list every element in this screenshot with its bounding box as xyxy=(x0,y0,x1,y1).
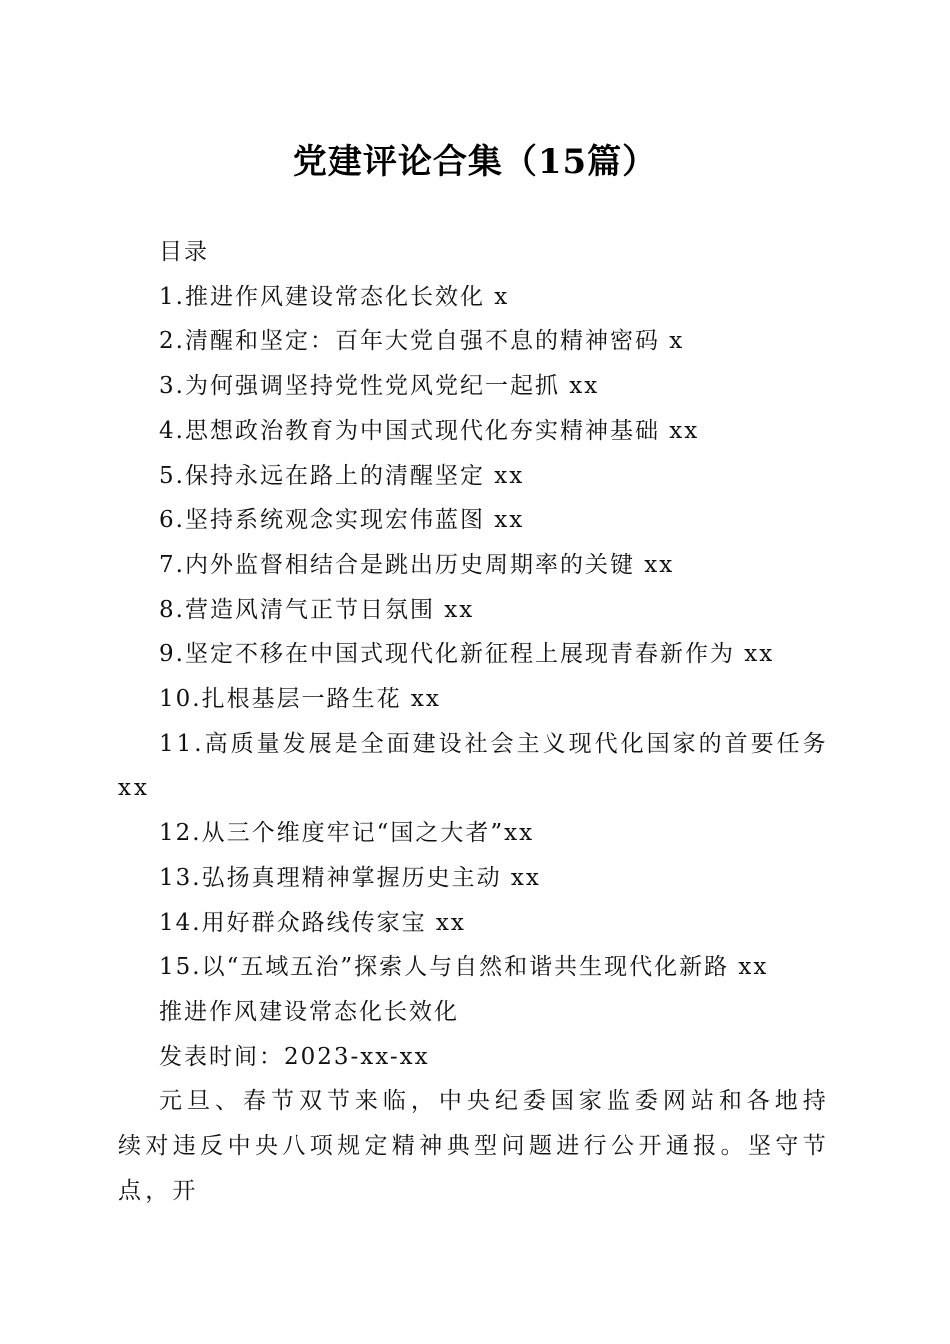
article-title: 推进作风建设常态化长效化 xyxy=(159,998,459,1025)
toc-item: 12.从三个维度牢记“国之大者”xx xyxy=(159,820,535,847)
toc-item: 8.营造风清气正节日氛围 xx xyxy=(159,596,475,623)
toc-item: 9.坚定不移在中国式现代化新征程上展现青春新作为 xx xyxy=(159,641,775,668)
toc-item: 14.用好群众路线传家宝 xx xyxy=(159,909,466,936)
toc-item: 1.推进作风建设常态化长效化 x xyxy=(159,283,510,310)
toc-item: 5.保持永远在路上的清醒坚定 xx xyxy=(159,462,525,489)
document-title: 党建评论合集（15篇） xyxy=(292,142,658,182)
toc-item: 7.内外监督相结合是跳出历史周期率的关键 xx xyxy=(159,551,675,578)
toc-item: 4.思想政治教育为中国式现代化夯实精神基础 xx xyxy=(159,417,700,444)
toc-item: 13.弘扬真理精神掌握历史主动 xx xyxy=(159,864,541,891)
toc-item: 3.为何强调坚持党性党风党纪一起抓 xx xyxy=(159,373,600,400)
document-body xyxy=(118,230,830,1213)
toc-item: 15.以“五域五治”探索人与自然和谐共生现代化新路 xx xyxy=(159,954,769,981)
toc-item: 10.扎根基层一路生花 xx xyxy=(159,686,441,713)
publish-time: 发表时间：2023-xx-xx xyxy=(159,1043,430,1070)
toc-item: 2.清醒和坚定：百年大党自强不息的精神密码 x xyxy=(159,328,685,355)
article-paragraph: 元旦、春节双节来临，中央纪委国家监委网站和各地持续对违反中央八项规定精神典型问题进行公开通报。坚守节点，开 xyxy=(118,1088,830,1204)
toc-item: 6.坚持系统观念实现宏伟蓝图 xx xyxy=(159,507,525,534)
toc-item: 11.高质量发展是全面建设社会主义现代化国家的首要任务 xx xyxy=(118,730,829,802)
toc-heading: 目录 xyxy=(159,239,209,265)
